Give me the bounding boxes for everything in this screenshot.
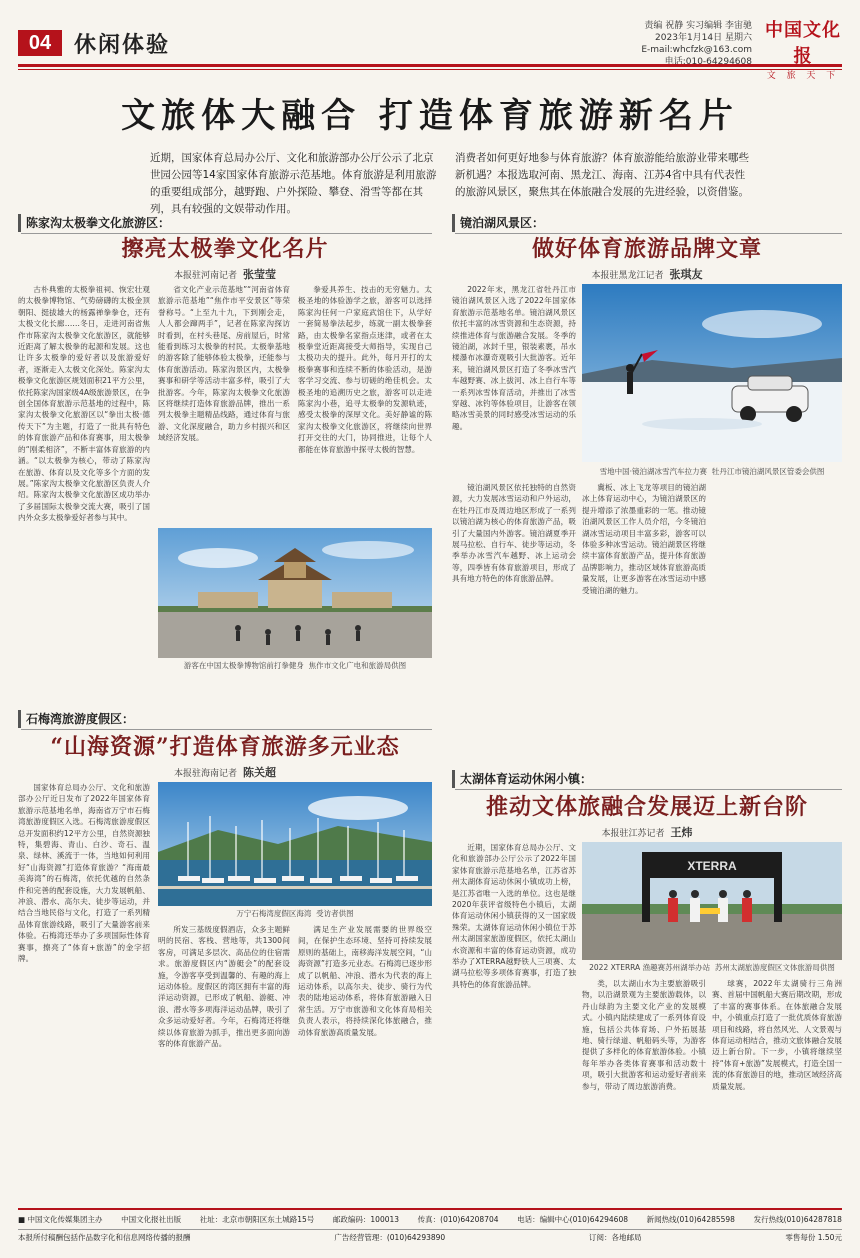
article3-col2: 镜泊湖风景区依托独特的自然资源，大力发展冰雪运动和户外运动，在牡丹江市及周边地区形成了一系列以镜泊湖为核心的体育旅游产品，吸引了大量国内外游客。镜泊湖夏季开展马拉松、自行车、徒步等运动，冬季举办冰雪汽车越野、冰上运动会等，四季皆有体育旅游项目，形成了具有地方特色的体育旅游品牌。 (452, 483, 576, 584)
article3-author: 张琪友 (669, 268, 703, 281)
article2-author: 陈关超 (243, 766, 276, 779)
article4-label: 太湖体育运动休闲小镇： (452, 770, 842, 788)
article4-author: 王炜 (670, 826, 693, 839)
newspaper-logo (764, 16, 842, 81)
xterra-photo (582, 842, 842, 960)
article1-col2: 省文化产业示范基地”“河南省体育旅游示范基地”“焦作市平安景区”等荣誉称号。“上至九十九，下到刚会走，人人都会蹿两手”，记者在陈家沟探访时看到，在村头巷尾、房前屋后，时常能看到练习太极拳的村民。太极拳基地的游客除了能够体验太极拳，还能参与体育旅游活动。陈家沟景区内，太极拳赛事和研学等活动丰富多样，吸引了大批游客。今年，陈家沟太极拳文化旅游区将继续打造体育旅游品牌，推出一系列太极拳主题精品线路，通过体育与旅游、文化深度融合，助力乡村振兴和区域经济发展。 (158, 285, 290, 443)
article1-byline-text: 本报驻河南记者 (173, 271, 237, 281)
taiji-museum-image (158, 528, 432, 658)
article1-byline (18, 266, 432, 282)
article4-col1: 近期，国家体育总局办公厅、文化和旅游部办公厅公示了2022年国家体育旅游示范基地名单，江苏省苏州太湖体育运动休闲小镇成功上榜，是江苏省唯一入选的单位。这也是继2020年获评省级特色小镇后，太湖体育运动休闲小镇获得的又一国家级殊荣。太湖体育运动休闲小镇位于苏州太湖国家旅游度假区，依托太湖山水资源和丰富的体育运动资源，成功举办了XTERRA越野铁人三项赛、太湖马拉松等多项体育赛事，打造了独具特色的体育旅游品牌。 (452, 843, 576, 989)
article2-title: “山海资源”打造体育旅游多元业态 (50, 734, 400, 760)
brand-name: 中国文化报 (765, 20, 841, 67)
masthead (18, 14, 842, 81)
article3-title: 做好体育旅游品牌文章 (531, 236, 762, 262)
marina-photo (158, 782, 432, 906)
article3-col3: 冀板、冰上飞龙等项目的镜泊湖冰上体育运动中心，为镜泊湖景区的提升增添了浓墨重彩的一笔。推动镜泊湖风景区工作人员介绍，今冬镜泊湖冰雪运动项目丰富多彩，游客可以体验多种冰雪运动。镜泊湖景区将继续丰富体育旅游产品，提升体育旅游品牌影响力，推动区域体育旅游高质量发展，让更多游客在冰雪运动中感受镜泊湖的魅力。 (582, 483, 706, 595)
article1-author: 张莹莹 (243, 268, 276, 281)
section-title: 休闲体验 (74, 33, 171, 58)
svg-text:XTERRA: XTERRA (687, 859, 737, 873)
article2-caption: 万宁石梅湾度假区海湾 受访者供图 (236, 909, 354, 918)
article2-byline: 本报驻海南记者 陈关超 (173, 766, 276, 779)
article2-label: 石梅湾旅游度假区： (18, 710, 432, 728)
article1-col1: 古朴典雅的太极拳祖祠、恢宏壮观的太极拳博物馆、气势磅礴的太极金顶朝阳、挺拔雄大的杨露禅拳拳仓，还有太极文化长廊……冬日，走进河南省焦作市陈家沟太极拳文化旅游区，就能够近距离了解太极拳的起源和发展。这也让许多太极拳的爱好者以及旅游爱好者，逐渐走入太极文化深处。陈家沟太极拳文化旅游区规划面积21平方公里，依托陈家沟国家级4A级旅游景区，在争创全国体育旅游示范基地的过程中，陈家沟太极拳文化旅游区以“拳出太极·德传天下”为主题，打造了一批具有特色的体育旅游产品和体育赛事，用太极拳的“刚柔相济”，不断丰富体育旅游的内涵。“以太极拳为核心，带动了陈家沟在旅游、体育以及文化等多个方面的发展。”陈家沟太极拳文化旅游区负责人介绍。陈家沟太极拳文化旅游区成功举办了多届国际太极拳交流大赛，吸引了国内外众多太极拳爱好者参与其中。 (18, 285, 150, 523)
article1-col-tail (158, 676, 432, 704)
lead-paragraph-left: 近期，国家体育总局办公厅、文化和旅游部办公厅公示了北京世园公园等14家国家体育旅游示范基地。体育旅游是利用旅游的重要组成部分，越野跑、户外探险、攀登、滑雪等都在其列，具有较强的文娱带动作用。 (150, 152, 437, 215)
article1-title: 擦亮太极拳文化名片 (121, 236, 329, 262)
article3-col1: 2022年末，黑龙江省牡丹江市镜泊湖风景区入选了2022年国家体育旅游示范基地名单。镜泊湖风景区依托丰富的冰雪资源和生态资源，持续推进体育与旅游融合发展。冬季的镜泊湖，冰封千里，银装素裹，吊水楼瀑布冰瀑奇观吸引大批游客。近年来，镜泊湖风景区打造了冬季冰雪汽车越野赛、冰上拔河、冰上自行车等一系列冰雪体育活动，并推出了冰雪穿越、冰钓等体验项目，让游客在领略冰雪美景的同时感受冰雪运动的乐趣。 (452, 285, 576, 431)
masthead-rule-thin (18, 69, 842, 70)
article3-caption: 雪地中国·镜泊湖冰雪汽车拉力赛 牡丹江市镜泊湖风景区管委会供图 (599, 467, 825, 476)
article2-col3: 满足生产业发展需要的世界级空间，在保护生态环境、坚持可持续发展原则的基础上，南移海洋发展空间，“山海资源”打造多元业态。石梅湾已逐步形成了以帆船、冲浪、潜水为代表的海上运动体系，以高尔夫、徒步、骑行为代表的陆地运动体系，将体育旅游融入日常生活。万宁市旅游和文化体育局相关负责人表示，将持续深化体旅融合，推动体育旅游高质量发展。 (298, 925, 432, 1037)
article3-byline: 本报驻黑龙江记者 张琪友 (591, 268, 703, 281)
footer-row-publisher: ■ 中国文化传媒集团主办 中国文化报社出版 社址：北京市朝阳区东土城路15号 邮政编码：100013 传真：(010)64208704 电话：编辑中心(010)64294608 新闻热线(010)64285598 发行热线(010)64287818 (18, 1215, 842, 1224)
article4-title: 推动文体旅融合发展迈上新台阶 (485, 794, 808, 820)
article4-col3: 球赛，2022年太湖骑行三角洲赛、首届中国帆船大赛后期改期，形成了丰富的赛事体系。在体旅融合发展中，小镇重点打造了一批优质体育旅游项目和线路，将自然风光、人文景观与体育运动相结合，推动文旅体融合发展迈上新台阶。下一步，小镇将继续坚持“体育+旅游”发展模式，打造全国一流的体育旅游目的地，推动区域经济高质量发展。 (712, 979, 842, 1091)
article4-col1-cont (452, 944, 576, 1200)
footer-row-contact: 本报所付稿酬包括作品数字化和信息网络传播的报酬 广告经营管理：(010)64293890 订阅：各地邮局 零售每份 1.50元 (18, 1229, 842, 1243)
article4-caption: 2022 XTERRA 渔趣赛苏州湖举办站 苏州太湖旅游度假区文体旅游局供图 (589, 963, 835, 972)
taiji-photo (158, 528, 432, 658)
date-line: 2023年1月14日 星期六 (655, 33, 752, 43)
masthead-rule (18, 64, 842, 67)
ice-rally-image (582, 284, 842, 462)
article4-byline: 本报驻江苏记者 王炜 (601, 826, 693, 839)
brand-sub: 文 旅 天 下 (766, 71, 840, 81)
article2-col1: 国家体育总局办公厅、文化和旅游部办公厅近日发布了2022年国家体育旅游示范基地名单，海南省万宁市石梅湾旅游度假区入选。石梅湾旅游度假区总开发面积约12平方公里，自然资源独特，集碧海、青山、白沙、奇石、温泉、绿林、溪流于一体，当地如何利用好“山海资源”打造体育旅游？“海南最美海湾”的石梅湾，依托优越的自然条件和完善的配套设施，大力发展帆船、冲浪、潜水、高尔夫、徒步等运动，并结合当地民俗与文化，打造了一系列精品体育旅游线路，吸引了大量游客前来体验。石梅湾还举办了多项国际性体育赛事，擦亮了“体育+旅游”的金字招牌。 (18, 783, 150, 964)
main-headline: 文旅体大融合 打造体育旅游新名片 (121, 96, 739, 136)
article2-col2: 所发三基级度假酒店，众多主题鲜明的民宿、客栈、营地等，共1300间客房，可满足多层次、高品位的住宿需求。旅游度假区内“游艇会”的配套设施，令游客享受到温馨的、有趣的海上运动体验。度假区的湾区拥有丰富的海洋运动资源，已形成了帆船、游艇、冲浪、潜水等多项海洋运动品牌，吸引了众多运动爱好者。今年，石梅湾还将继续以体育旅游为抓手，推出更多面向游客的体育旅游产品。 (158, 925, 290, 1049)
shimei-bay-image (158, 782, 432, 906)
page-number: 04 (18, 30, 62, 56)
editor-info (622, 20, 752, 68)
xterra-race-image (582, 842, 842, 960)
article1-col3: 拳爱具养生、技击的无穷魅力。太极圣地的体验游学之旅，游客可以选择陈家沟任何一户家庭武馆住下，从学好一套简易拳法起步，练就一副太极拳套路，由太极拳名家指点迷津，或者在太极拳堂近距离接受大师指导，实现自己太极功夫的提升。此外，每月开打的太极拳赛事和连续不断的体验活动，是游客学习交流、参与切磋的绝佳机会。太极圣地的追溯历史之旅，游客可以走进陈家沟小巷，追寻太极拳的发源轨迹，感受太极拳的深厚文化。美好静谧的陈家沟太极拳文化旅游区，将继续向世界打开交往的大门，协同推进，让每个人都能在体育旅游中探寻太极的智慧。 (298, 285, 432, 454)
email-line: E-mail:whcfzk@163.com (641, 45, 752, 55)
article3-label: 镜泊湖风景区： (452, 214, 842, 232)
article1-caption: 游客在中国太极拳博物馆前打拳健身 焦作市文化广电和旅游局供图 (183, 661, 407, 670)
editor-line: 责编 祝静 实习编辑 李宙驰 (644, 21, 752, 31)
rally-photo (582, 284, 842, 462)
lead-paragraph-right: 消费者如何更好地参与体育旅游？体育旅游能给旅游业带来哪些新机遇？本报选取河南、黑龙江、海南、江苏4省中具有代表性的旅游风景区，聚焦其在体旅融合发展的先进经验，以资借鉴。 (455, 152, 749, 198)
phone-line: 电话:010-64294608 (664, 57, 752, 67)
footer (18, 1208, 842, 1242)
article4-col2: 类，以太湖山水为主要旅游吸引物，以沿湖景观为主要旅游载体，以丹山绿韵为主要文化产业的发展模式。小镇内陆续建成了一系列体育设施，包括公共体育场、户外拓展基地、骑行绿道、帆船码头等，为游客提供了多样化的体育旅游体验。小镇每年举办各类体育赛事和活动数十项，吸引大批游客和运动爱好者前来参与，带动了周边旅游消费。 (582, 979, 706, 1091)
article1-label: 陈家沟太极拳文化旅游区： (18, 214, 432, 232)
article3-col4 (712, 482, 842, 760)
